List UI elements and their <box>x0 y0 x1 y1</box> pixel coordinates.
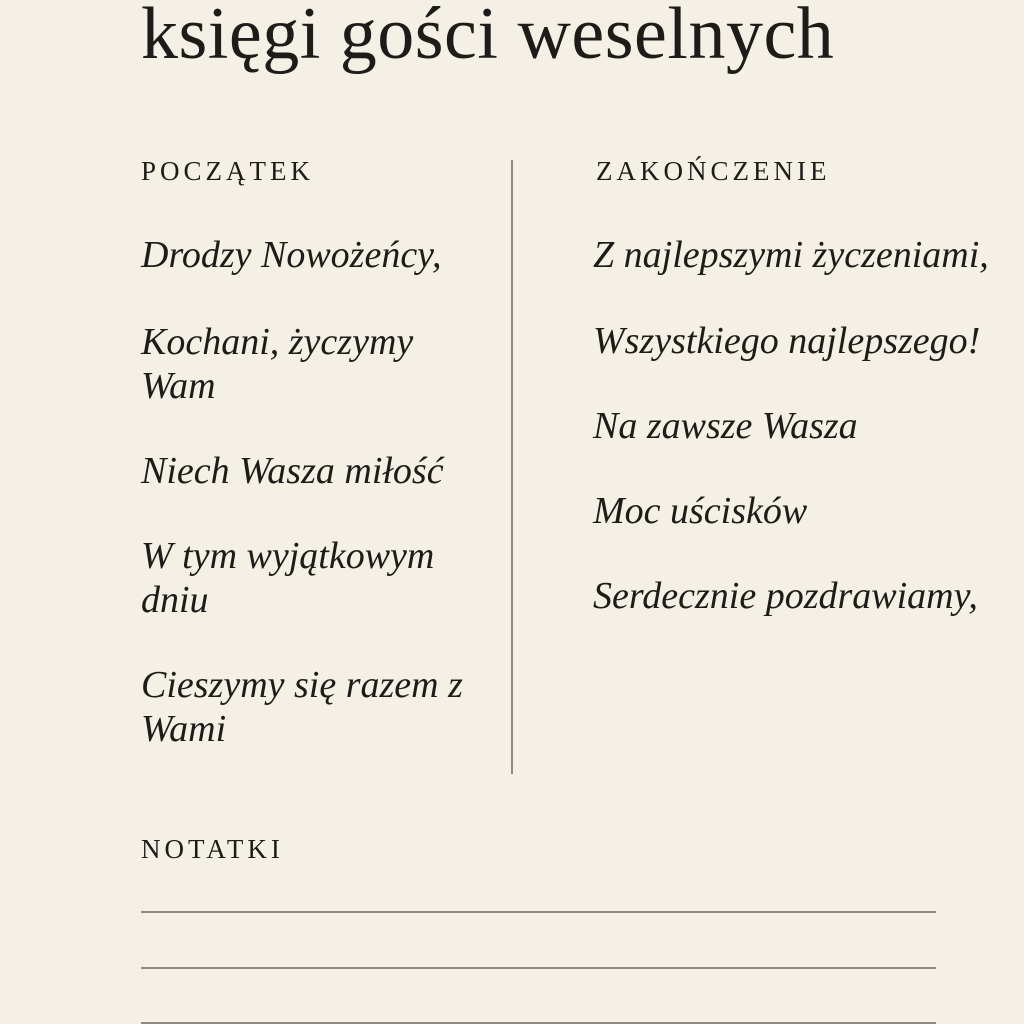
page-title: księgi gości weselnych <box>141 0 835 75</box>
section-label-ending: ZAKOŃCZENIE <box>596 156 831 186</box>
ending-phrase: Serdecznie pozdrawiamy, <box>593 575 978 617</box>
ending-phrase: Z najlepszymi życzeniami, <box>593 234 989 276</box>
ending-phrase: Wszystkiego najlepszego! <box>593 320 981 362</box>
column-divider <box>511 160 513 774</box>
beginning-phrase: Niech Wasza miłość <box>141 450 444 492</box>
notes-write-line[interactable] <box>141 911 936 913</box>
beginning-phrase: W tym wyjątkowym dniu <box>141 535 435 621</box>
section-label-notes: NOTATKI <box>141 834 284 864</box>
beginning-phrase: Drodzy Nowożeńcy, <box>141 234 442 276</box>
notes-write-line[interactable] <box>141 967 936 969</box>
notes-write-line[interactable] <box>141 1022 936 1024</box>
ending-phrase: Moc uścisków <box>593 490 808 532</box>
beginning-phrase: Cieszymy się razem z Wami <box>141 664 463 750</box>
ending-phrase: Na zawsze Wasza <box>593 405 858 447</box>
section-label-beginning: POCZĄTEK <box>141 156 314 186</box>
beginning-phrase: Kochani, życzymy Wam <box>141 321 414 407</box>
